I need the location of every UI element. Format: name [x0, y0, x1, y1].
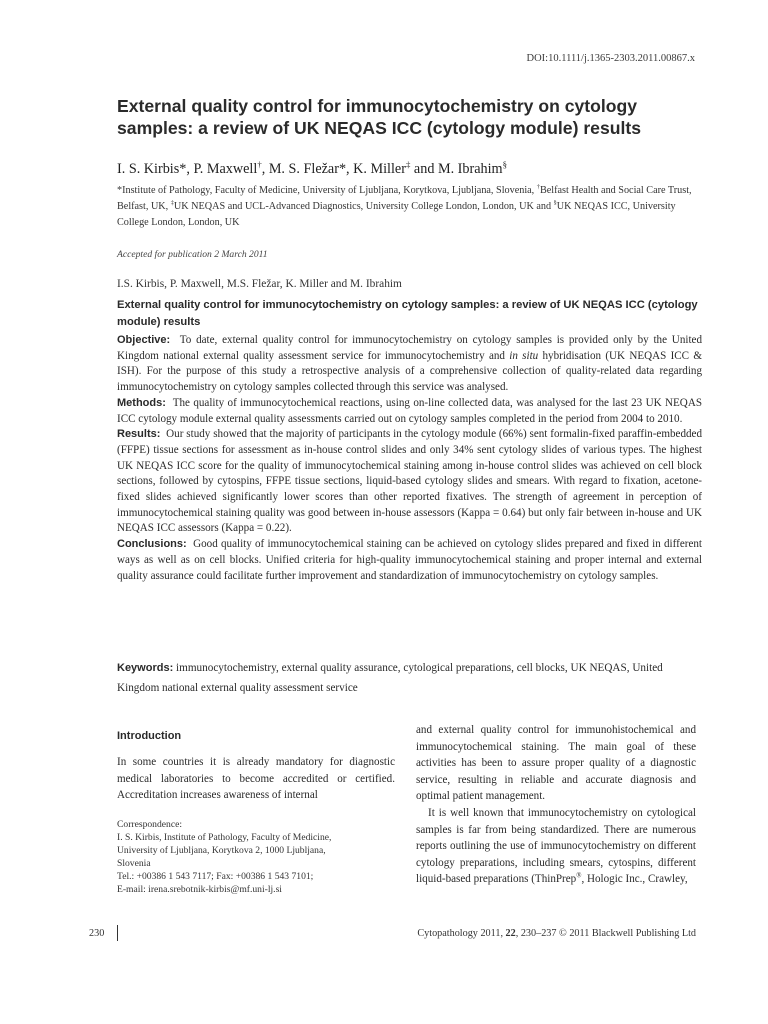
introduction-heading: Introduction: [117, 730, 182, 742]
journal-rest: , 230–237 © 2011 Blackwell Publishing Ltd: [515, 928, 696, 939]
keywords-text: immunocytochemistry, external quality assurance, cytological preparations, cell blocks, UK NEQAS, United Kingdom national external quality assessment service: [117, 662, 663, 694]
author-text: M. Ibrahim: [437, 161, 503, 177]
folio-divider: [117, 925, 118, 941]
body-text: It is well known that immunocytochemistry on cytological samples is far from being standardized. There are numerous reports outlining the use of immunocytochemistry on different cytology preparations, including smears, cytospins, different liquid-based preparations (ThinPrep: [416, 806, 696, 886]
author-text: , M. S. Fležar*,: [261, 161, 354, 177]
author-text: I. S. Kirbis*,: [117, 161, 194, 177]
registered-mark: ®: [576, 872, 582, 880]
correspondence-line: University of Ljubljana, Korytkova 2, 1000 Ljubljana,: [117, 844, 326, 856]
left-column: [117, 730, 395, 896]
abstract-title: External quality control for immunocytochemistry on cytology samples: a review of UK NEQAS ICC (cytology module) results: [117, 299, 698, 328]
correspondence-line: I. S. Kirbis, Institute of Pathology, Faculty of Medicine,: [117, 831, 332, 843]
affiliation-text: Belfast Health and Social Care Trust, Belfast, UK,: [117, 185, 692, 212]
abstract-conclusions: [117, 537, 702, 584]
body-paragraph: and external quality control for immunohistochemical and immunocytochemical staining. The main goal of these activities has been to assure proper quality of a diagnostic service, resulting in reliable and accurate diagnosis and optimal patient management.: [416, 724, 696, 803]
keywords-label: Keywords:: [117, 662, 174, 674]
abstract-authors: I.S. Kirbis, P. Maxwell, M.S. Fležar, K. Miller and M. Ibrahim: [117, 278, 402, 290]
affiliation-mark: ‡: [405, 159, 411, 170]
conclusions-text: Good quality of immunocytochemical staining can be achieved on cytology slides prepared and fixed in different ways as well as on cell blocks. Unified criteria for high-quality immunocytochemical staining and proper internal and external quality assurance could facilitate further improvement and standardization of immunocytochemistry on cytology samples.: [117, 538, 702, 582]
author-list: [117, 160, 697, 178]
introduction-paragraph: In some countries it is already mandatory for diagnostic medical laboratories to become accredited or certified. Accreditation increases awareness of internal: [117, 756, 395, 802]
affiliation-mark: †: [257, 159, 262, 170]
affiliation-mark: §: [502, 159, 507, 170]
journal-name: Cytopathology 2011,: [417, 928, 506, 939]
page-number: 230: [89, 928, 105, 939]
correspondence: [117, 818, 395, 897]
correspondence-email: E-mail: irena.srebotnik-kirbis@mf.uni-lj.si: [117, 884, 282, 896]
doi: DOI:10.1111/j.1365-2303.2011.00867.x: [526, 53, 695, 64]
affiliation-text: *Institute of Pathology, Faculty of Medicine, University of Ljubljana, Korytkova, Ljubljana, Slovenia,: [117, 185, 537, 196]
author-text: K. Miller: [353, 161, 406, 177]
affiliation-mark: ‡: [170, 199, 174, 207]
affiliations: [117, 183, 702, 231]
correspondence-line: Tel.: +00386 1 543 7117; Fax: +00386 1 543 7101;: [117, 871, 314, 883]
results-text: Our study showed that the majority of participants in the cytology module (66%) sent formalin-fixed paraffin-embedded (FFPE) tissue sections for assessment as in-house control slides and only 34% sent cytology slides of various types. The highest UK NEQAS ICC score for the quality of immunocytochemical staining among in-house control slides was achieved on cell block sections, followed by cytospins, FFPE tissue sections, liquid-based cytology slides and smears. With regard to fixation, acetone-fixed slides achieved significantly lower scores than other reported fixatives. The strength of agreement in perception of immunocytochemical staining quality was good between in-house assessors (Kappa = 0.64) but only fair between in-house and UK NEQAS ICC assessors (Kappa = 0.22).: [117, 428, 703, 535]
methods-label: Methods:: [117, 396, 166, 409]
journal-footer: [417, 928, 696, 939]
objective-text: To date, external quality control for immunocytochemistry on cytology samples is provided only by the United Kingdom national external quality assessment service for immunocytochemistry and: [117, 334, 702, 362]
abstract-methods: [117, 396, 702, 427]
affiliation-mark: †: [536, 183, 540, 191]
conclusions-label: Conclusions:: [117, 538, 187, 551]
objective-italic: in situ: [509, 349, 539, 362]
correspondence-line: Slovenia: [117, 858, 151, 870]
methods-text: The quality of immunocytochemical reactions, using on-line collected data, was analysed for the last 23 UK NEQAS ICC cytology module external quality assessments carried out on cytology samples completed in the period from 2004 to 2010.: [117, 396, 703, 425]
body-paragraph: [416, 805, 696, 888]
affiliation-text: UK NEQAS ICC, University College London, London, UK: [117, 201, 676, 228]
accepted-date: Accepted for publication 2 March 2011: [117, 249, 268, 260]
article-title: External quality control for immunocytochemistry on cytology samples: a review of UK NEQAS ICC (cytology module) results: [117, 96, 642, 138]
abstract: [117, 333, 702, 584]
affiliation-mark: §: [553, 199, 557, 207]
journal-volume: 22: [505, 928, 516, 939]
author-text: P. Maxwell: [193, 161, 258, 177]
right-column: [416, 722, 696, 888]
correspondence-label: Correspondence:: [117, 818, 183, 830]
author-text: and: [410, 161, 438, 177]
body-text: , Hologic Inc., Crawley,: [581, 873, 688, 886]
objective-text: hybridisation (UK NEQAS ICC & ISH). For the purpose of this study a retrospective analysis of a comprehensive collection of quality-related data regarding immunocytochemistry on cytology samples collected through this service was analysed.: [117, 349, 702, 394]
abstract-objective: [117, 333, 702, 396]
objective-label: Objective:: [117, 334, 171, 346]
affiliation-text: UK NEQAS and UCL-Advanced Diagnostics, University College London, London, UK and: [173, 201, 554, 212]
results-label: Results:: [117, 428, 161, 441]
keywords: [117, 658, 702, 698]
abstract-results: [117, 427, 702, 537]
